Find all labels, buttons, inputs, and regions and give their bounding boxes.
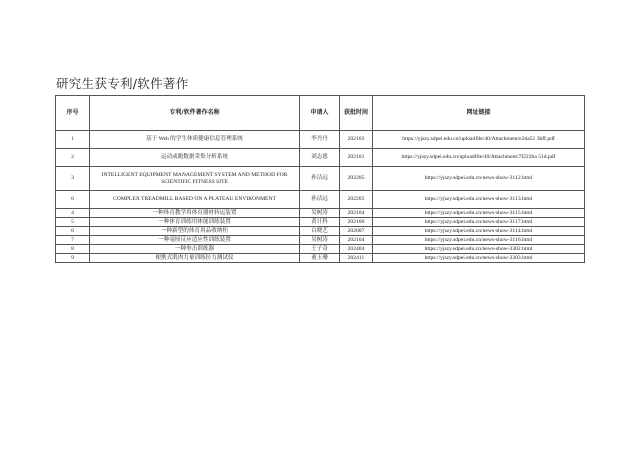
row-link[interactable]: https://yjszy.sdpei.edu.cn/news-show-3114.html	[373, 227, 585, 236]
table-row	[56, 167, 585, 191]
row-link[interactable]: https://yjszy.sdpei.edu.cn/news-show-3116.html	[373, 236, 585, 245]
row-index: 8	[56, 245, 90, 254]
row-index: 7	[56, 236, 90, 245]
row-index: 1	[56, 131, 90, 149]
row-approval-time: 202104	[340, 236, 373, 245]
header-link: 网址链接	[373, 96, 585, 131]
row-link[interactable]: https://yjszy.sdpei.edu.cn/uploadfile/40/Attachment/7f222ba 51d.pdf	[373, 149, 585, 167]
table-row	[56, 131, 585, 149]
row-applicant: 黄计科	[300, 218, 340, 227]
row-applicant: 孙洁远	[300, 191, 340, 209]
row-approval-time: 202205	[340, 167, 373, 191]
row-name: COMPLEX TREADMILL BASED ON A PLATEAU ENVIRONMENT	[90, 191, 300, 209]
table-row	[56, 227, 585, 236]
row-link[interactable]: https://yjszy.sdpei.edu.cn/news-show-3117.html	[373, 218, 585, 227]
row-applicant: 李丹丹	[300, 131, 340, 149]
header-approval-time: 获批时间	[340, 96, 373, 131]
table-row	[56, 254, 585, 263]
row-applicant: 王子奇	[300, 245, 340, 254]
table-row	[56, 149, 585, 167]
row-name: 运动或跑数据采集分析系统	[90, 149, 300, 167]
row-applicant: 董玉珊	[300, 254, 340, 263]
row-name: 一种新型的体育用品收纳柜	[90, 227, 300, 236]
row-name: 一种体育教学用体育器材转运装置	[90, 209, 300, 218]
header-name: 专利/软件著作名称	[90, 96, 300, 131]
row-index: 2	[56, 149, 90, 167]
row-approval-time: 202106	[340, 218, 373, 227]
row-applicant: 刘志恩	[300, 149, 340, 167]
row-index: 9	[56, 254, 90, 263]
table-header-row	[56, 96, 585, 131]
row-name: 一种体育训练用体能训练装置	[90, 218, 300, 227]
row-applicant: 吴树涛	[300, 236, 340, 245]
row-link[interactable]: https://yjszy.sdpei.edu.cn/uploadfile/40/Attachment/e2da51 3bff.pdf	[373, 131, 585, 149]
row-index: 6	[56, 191, 90, 209]
row-approval-time: 202104	[340, 209, 373, 218]
table-row	[56, 209, 585, 218]
table-row	[56, 191, 585, 209]
row-link[interactable]: https://yjszy.sdpei.edu.cn/news-show-3303.html	[373, 254, 585, 263]
row-index: 6	[56, 227, 90, 236]
row-link[interactable]: https://yjszy.sdpei.edu.cn/news-show-3112.html	[373, 167, 585, 191]
row-name: 便携式肌肉力量训练拉力测试仪	[90, 254, 300, 263]
row-approval-time: 202205	[340, 191, 373, 209]
row-name: 一种拳击训练器	[90, 245, 300, 254]
table-row	[56, 245, 585, 254]
row-approval-time: 202007	[340, 227, 373, 236]
row-applicant: 白晓艺	[300, 227, 340, 236]
row-approval-time: 202103	[340, 131, 373, 149]
row-index: 4	[56, 209, 90, 218]
row-approval-time: 202404	[340, 245, 373, 254]
row-approval-time: 202101	[340, 149, 373, 167]
row-link[interactable]: https://yjszy.sdpei.edu.cn/news-show-3115.html	[373, 209, 585, 218]
row-applicant: 孙洁远	[300, 167, 340, 191]
patents-table	[55, 95, 585, 263]
header-applicant: 申请人	[300, 96, 340, 131]
page-title: 研究生获专利/软件著作	[56, 76, 189, 91]
row-index: 3	[56, 167, 90, 191]
row-index: 5	[56, 218, 90, 227]
row-name: INTELLIGENT EQUIPMENT MANAGEMENT SYSTEM AND METHOD FOR SCIENTIFIC FITNESS SITE	[90, 167, 300, 191]
header-index: 序号	[56, 96, 90, 131]
row-link[interactable]: https://yjszy.sdpei.edu.cn/news-show-3302.html	[373, 245, 585, 254]
row-name: 一种毫厘反应适应性训练装置	[90, 236, 300, 245]
table-row	[56, 236, 585, 245]
row-approval-time: 202411	[340, 254, 373, 263]
row-name: 基于 Web 的学生体质健康信息管理系统	[90, 131, 300, 149]
row-link[interactable]: https://yjszy.sdpei.edu.cn/news-show-3113.html	[373, 191, 585, 209]
table-row	[56, 218, 585, 227]
row-applicant: 吴树涛	[300, 209, 340, 218]
